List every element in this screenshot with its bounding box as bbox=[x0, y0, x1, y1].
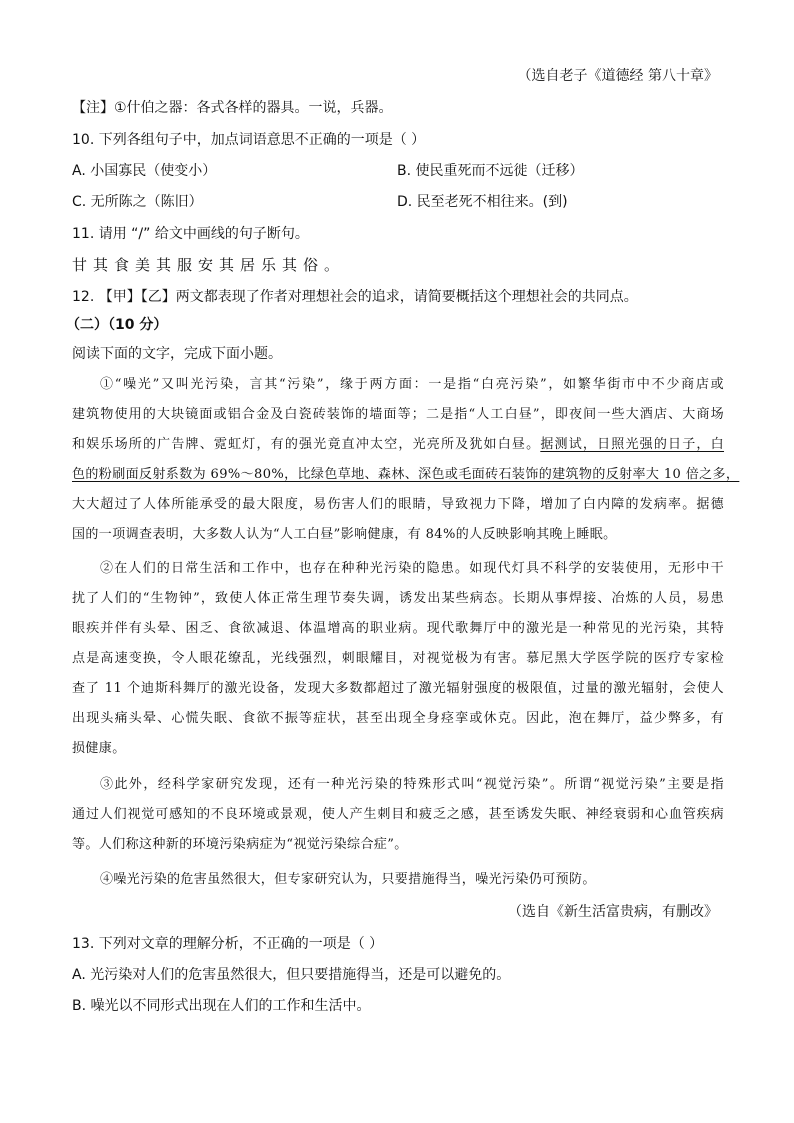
passage-p3-line: 等。人们称这种新的环境污染病症为“视觉污染综合症”。 bbox=[72, 837, 408, 852]
question-11-sentence: 甘其食美其服安其居乐其俗。 bbox=[72, 256, 346, 274]
passage-p1-line: 国的一项调查表明，大多数人认为“人工白昼”影响健康，有 84%的人反映影响其晚上睡眠。 bbox=[72, 527, 617, 542]
question-13-option-a: A. 光污染对人们的危害虽然很大，但只要措施得当，还是可以避免的。 bbox=[72, 967, 511, 983]
passage-p1-line bbox=[72, 435, 724, 455]
question-13-stem: 13. 下列对文章的理解分析，不正确的一项是（ ） bbox=[72, 936, 384, 952]
question-10-option-d: D. 民至老死不相往来。(到) bbox=[397, 194, 568, 210]
passage-p2-line: 眼疾并伴有头晕、困乏、食欲减退、体温增高的职业病。现代歌舞厅中的激光是一种常见的光污染，其特 bbox=[72, 621, 724, 636]
passage-p2-line: 点是高速变换，令人眼花缭乱，光线强烈，刺眼耀目，对视觉极为有害。慕尼黑大学医学院的医疗专家检 bbox=[72, 651, 724, 666]
question-11-stem: 11. 请用 “/” 给文中画线的句子断句。 bbox=[72, 226, 309, 242]
reading-instruction: 阅读下面的文字，完成下面小题。 bbox=[72, 346, 282, 362]
passage-p3-line: ③此外，经科学家研究发现，还有一种光污染的特殊形式叫“视觉污染”。所谓“视觉污染”主要是指 bbox=[100, 777, 724, 792]
passage-p2-line: 扰了人们的“生物钟”，致使人体正常生理节奏失调，诱发出某些病态。长期从事焊接、冶炼的人员，易患 bbox=[72, 591, 724, 606]
passage-p1-text: 和娱乐场所的广告牌、霓虹灯，有的强光竟直冲太空，光亮所及犹如白昼。 bbox=[72, 437, 541, 452]
section-heading: （二）（10 分） bbox=[66, 317, 168, 333]
source-citation-2: （选自《新生活富贵病，有删改》 bbox=[508, 904, 718, 920]
source-citation-1: （选自老子《道德经 第八十章》 bbox=[517, 68, 718, 84]
passage-p2-line: 出现头痛头晕、心慌失眠、食欲不振等症状，甚至出现全身痉挛或休克。因此，泡在舞厅，益少弊多，有 bbox=[72, 711, 724, 726]
passage-p1-line: ①“噪光”又叫光污染，言其“污染”，缘于两方面：一是指“白亮污染”，如繁华街市中不少商店或 bbox=[100, 377, 724, 392]
question-10-stem: 10. 下列各组句子中，加点词语意思不正确的一项是（ ） bbox=[72, 132, 426, 148]
question-12-stem: 12. 【甲】【乙】两文都表现了作者对理想社会的追求，请简要概括这个理想社会的共同点。 bbox=[72, 289, 638, 305]
question-13-option-b: B. 噪光以不同形式出现在人们的工作和生活中。 bbox=[72, 998, 371, 1014]
passage-p2-line: ②在人们的日常生活和工作中，也存在种种光污染的隐患。如现代灯具不科学的安装使用，无形中干 bbox=[100, 561, 724, 576]
underlined-sentence-cont: 色的粉刷面反射系数为 69%～80%，比绿色草地、森林、深色或毛面砖石装饰的建筑物的反射率大 10 倍之多， bbox=[72, 467, 740, 482]
annotation-note: 【注】①什伯之器：各式各样的器具。一说，兵器。 bbox=[72, 100, 393, 116]
passage-p4-line: ④噪光污染的危害虽然很大，但专家研究认为，只要措施得当，噪光污染仍可预防。 bbox=[100, 872, 596, 887]
passage-p1-line: 建筑物使用的大块镜面或铝合金及白瓷砖装饰的墙面等；二是指“人工白昼”，即夜间一些大酒店、大商场 bbox=[72, 407, 724, 422]
question-10-option-a: A. 小国寡民（使变小） bbox=[72, 163, 217, 179]
passage-p3-line: 通过人们视觉可感知的不良环境或景观，使人产生刺目和疲乏之感，甚至诱发失眠、神经衰弱和心血管疾病 bbox=[72, 807, 724, 822]
passage-p2-line: 损健康。 bbox=[72, 741, 126, 756]
question-10-option-c: C. 无所陈之（陈旧） bbox=[72, 194, 203, 210]
passage-p2-line: 查了 11 个迪斯科舞厅的激光设备，发现大多数都超过了激光辐射强度的极限值，过量的激光辐射，会使人 bbox=[72, 681, 724, 696]
underlined-sentence: 据测试，日照光强的日子，白 bbox=[540, 437, 725, 452]
passage-p1-line: 大大超过了人体所能承受的最大限度，易伤害人们的眼睛，导致视力下降，增加了白内障的发病率。据德 bbox=[72, 497, 724, 512]
question-10-option-b: B. 使民重死而不远徙（迁移） bbox=[397, 163, 584, 179]
